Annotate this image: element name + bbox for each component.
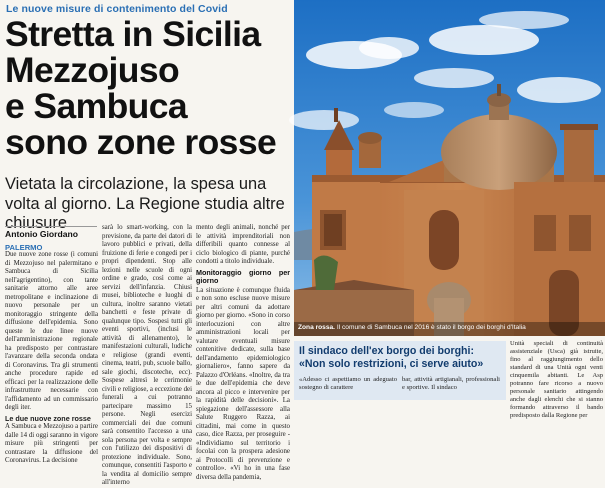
article-paragraph: Unità speciali di continuità assistenziale (Usca) già istruite, fino al raggiungimento dello standard di una Unità ogni venti cinquemila abitanti. Le Asp potranno fare ricorso a nuovo personale sanitario attingendo anche dagli elenchi che si stanno formando attraverso il bando predisposto dalla Regione per xyxy=(510,340,603,419)
article-paragraph: A Sambuca e Mezzojuso a partire dalle 14 di oggi saranno in vigore misure più stringenti per contrastare la diffusione del Coronavirus. La decisione xyxy=(5,423,98,464)
headline-line-4: sono zone rosse xyxy=(5,122,277,162)
headline-line-1: Stretta in Sicilia xyxy=(5,14,261,54)
caption-text: Il comune di Sambuca nel 2016 è stato il borgo dei borghi d'Italia xyxy=(336,324,526,331)
article-paragraph: mento degli animali, nonché per le attività imprenditoriali non differibili quanto connesse al ciclo biologico di piante, purché condotti a titolo individuale. xyxy=(196,224,290,265)
church-photo xyxy=(294,0,605,336)
dateline-place: PALERMO xyxy=(5,243,43,252)
headline-line-2: Mezzojuso xyxy=(5,50,180,90)
article-subheading: Le due nuove zone rosse xyxy=(5,413,91,423)
sidebar-box xyxy=(294,341,506,400)
box-column-1: «Adesso ci aspettiamo un adeguato sostegno di carattere xyxy=(299,376,397,391)
subtitle: Vietata la circolazione, la spesa una volta al giorno. La Regione studia altre chiusure xyxy=(5,175,285,232)
byline xyxy=(5,226,97,252)
article-column-4 xyxy=(510,340,603,419)
headline xyxy=(5,16,290,160)
box-column-2: bar, attività artigianali, professionali e sportive. Il sindaco xyxy=(402,376,500,391)
article-column-2 xyxy=(102,224,192,486)
article-paragraph: La situazione è comunque fluida e non sono escluse nuove misure per altri comuni da adottare giorno per giorno. «Sono in corso interlocuzioni con altre amministrazioni locali per valutare eventuali misure contenitive dedicate, sulla base dell'andamento epidemiologico giornaliero», fanno sapere da Palazzo d'Orléans. «Inoltre, da tra le due dell'epidemia che deve ancora al picco e intervenire per la rapidità delle decisioni». La spiegazione dell'assessore alla Salute Ruggero Razza, ai cittadini, mai come in questo caso, dice Razza, per proseguire - «Individiamo sul territorio i focolai con la prospera adesione ai Protocolli di prevenzione e controllo». «Vi ho in una fase diversa della pandemia, xyxy=(196,286,290,481)
article-column-3 xyxy=(196,224,290,481)
author-name: Antonio Giordano xyxy=(5,229,79,239)
caption-label: Zona rossa. xyxy=(298,324,336,331)
article-subheading: Monitoraggio giorno per giorno xyxy=(196,267,290,285)
headline-line-3: e Sambuca xyxy=(5,86,188,126)
box-title: Il sindaco dell'ex borgo dei borghi: «Non solo restrizioni, ci serve aiuto» xyxy=(299,345,484,370)
article-paragraph: Due nuove zone rosse (i comuni di Mezzojuso nel palermitano e Sambuca di Sicilia nell'agrigentino), con tante sanitarie attorno alle aree metropolitane e inclinazione di nuovo personale per un monitoraggio stringente della diffusione dell'epidemia. Sono queste le due linee nuove dell'amministrazione regionale ha predisposto per contrastare l'avanzare della seconda ondata di Coronavirus. Tra gli strumenti anche procedure rapide ed efficaci per la realizzazione delle infrastrutture necessarie con l'affidamento ad un commissario degli iter. xyxy=(5,251,98,411)
photo-caption xyxy=(294,322,605,336)
article-paragraph: sarà lo smart-working, con la previsione, da parte dei datori di lavoro pubblici e privati, della fruizione di ferie e congedi per i propri dipendenti. Stop alle lezioni nelle scuole di ogni ordine e grado, così come ai servizi dell'infanzia. Chiusi musei, biblioteche e luoghi di cultura, inoltre saranno vietati banchetti e feste private di qualunque tipo. Sospesi tutti gli eventi sportivi, (inclusi le attività di allenamento), le manifestazioni culturali, ludiche e religiose (grandi eventi, cinema, teatri, pub, scuole ballo, sale giochi, discoteche, ecc). Sospese altresì le cerimonie civili e religiose, a eccezione dei funerali a cui potranno partecipare massimo 15 persone. Negli esercizi commerciali dei due comuni sarà consentito l'accesso a una sola persona per volta e sempre con l'utilizzo dei dispositivi di protezione individuale. Sono, comunque, consentiti l'asporto e la vendita al domicilio sempre all'interno xyxy=(102,224,192,486)
kicker: Le nuove misure di contenimento del Covid xyxy=(6,3,228,15)
article-column-1 xyxy=(5,251,98,464)
